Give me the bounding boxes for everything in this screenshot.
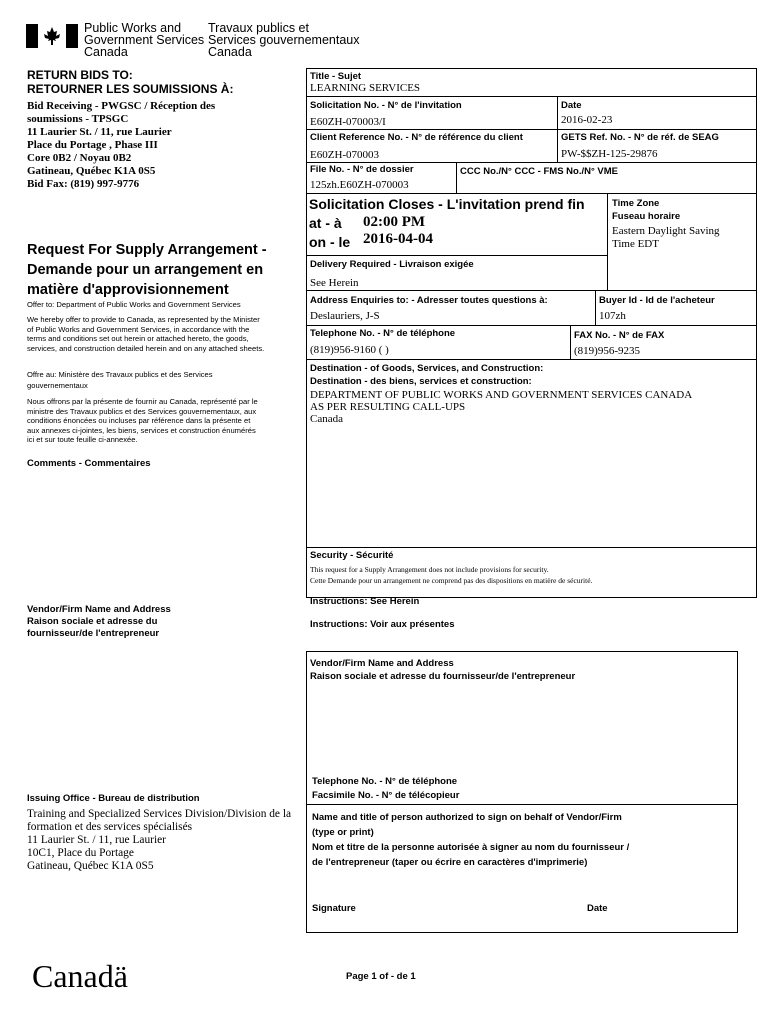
ccc-no-label: CCC No./N° CCC - FMS No./N° VME [460,166,619,177]
file-no-label: File No. - N° de dossier [310,164,414,175]
comments-label: Comments - Commentaires [27,458,151,469]
address-enquiries-value: Deslauriers, J-S [310,310,380,322]
title-label: Title - Sujet [310,71,362,82]
offer-to-label: Offer to: Department of Public Works and Government Services [27,300,241,309]
canada-wordmark: Canadä [32,958,128,994]
closing-at-label: at - à [309,215,342,231]
fax-value: (819)956-9235 [574,345,640,357]
request-title: Request For Supply Arrangement - Demande pour un arrangement en matière d'approvisionnement [27,242,267,298]
solicitation-closes-heading: Solicitation Closes - L'invitation prend fin [309,196,585,212]
vendor-telephone-label: Telephone No. - N° de téléphone [312,776,458,787]
client-ref-label: Client Reference No. - N° de référence du client [310,132,523,143]
offre-au-label: Offre au: Ministère des Travaux publics et des Services gouvernementaux [27,370,213,390]
address-enquiries-label: Address Enquiries to: - Adresser toutes questions à: [310,295,548,306]
time-zone-value: Eastern Daylight Saving Time EDT [612,225,720,250]
date-value: 2016-02-23 [561,114,613,126]
issuing-office-label: Issuing Office - Bureau de distribution [27,793,200,804]
buyer-id-value: 107zh [599,310,626,322]
closing-on-label: on - le [309,234,351,250]
authorized-signer-label: Name and title of person authorized to sign on behalf of Vendor/Firm (type or print) Nom et titre de la personne autorisée à signer au nom du fournisseur / de l'entrepreneur (taper ou écrire en caractères d'imprimerie) [312,812,630,868]
destination-value: DEPARTMENT OF PUBLIC WORKS AND GOVERNMENT SERVICES CANADA AS PER RESULTING CALL-UPS Canada [310,389,693,425]
destination-label: Destination - of Goods, Services, and Construction: Destination - des biens, services et construction: [310,363,544,387]
gets-ref-label: GETS Ref. No. - N° de réf. de SEAG [561,132,719,143]
delivery-required-value: See Herein [310,277,359,289]
delivery-required-label: Delivery Required - Livraison exigée [310,259,474,270]
return-bids-address: Bid Receiving - PWGSC / Réception des soumissions - TPSGC 11 Laurier St. / 11, rue Laurier Place du Portage , Phase III Core 0B2 / Noyau 0B2 Gatineau, Québec K1A 0S5 Bid Fax: (819) 997-9776 [27,100,216,190]
solicitation-no-value: E60ZH-070003/I [310,116,386,128]
telephone-label: Telephone No. - N° de téléphone [310,328,456,339]
offer-body: We hereby offer to provide to Canada, as represented by the Minister of Public Works and Government Services, in accordance with the terms and conditions set out herein or attached hereto, the goods, services, and construction detailed herein and on any attached sheets. [27,315,265,353]
return-bids-heading: RETURN BIDS TO: RETOURNER LES SOUMISSIONS À: [27,68,234,96]
closing-date-value: 2016-04-04 [363,231,433,247]
file-no-value: 125zh.E60ZH-070003 [310,179,409,191]
date-label: Date [561,100,582,111]
gets-ref-value: PW-$$ZH-125-29876 [561,148,658,160]
instructions-fr: Instructions: Voir aux présentes [310,619,455,630]
vendor-firm-label: Vendor/Firm Name and Address Raison sociale et adresse du fournisseur/de l'entrepreneur [310,658,576,682]
time-zone-label: Time Zone Fuseau horaire [612,198,681,222]
vendor-firm-label-left: Vendor/Firm Name and Address Raison sociale et adresse du fournisseur/de l'entrepreneur [27,604,171,639]
closing-time-value: 02:00 PM [363,214,426,230]
security-text: This request for a Supply Arrangement does not include provisions for security. Cette Demande pour un arrangement ne comprend pas des dispositions en matière de sécurité. [310,565,593,585]
fax-label: FAX No. - N° de FAX [574,330,665,341]
buyer-id-label: Buyer Id - Id de l'acheteur [599,295,715,306]
department-name-en: Public Works and Government Services Canada [84,21,205,59]
page-number: Page 1 of - de 1 [346,971,416,982]
solicitation-no-label: Solicitation No. - N° de l'invitation [310,100,462,111]
issuing-office-address: Training and Specialized Services Division/Division de la formation et des services spécialisés 11 Laurier St. / 11, rue Laurier 10C1, Place du Portage Gatineau, Québec K1A 0S5 [27,808,292,872]
title-value: LEARNING SERVICES [310,82,421,94]
signature-label: Signature [312,903,356,914]
department-name-fr: Travaux publics et Services gouvernementaux Canada [208,21,360,59]
canada-flag-icon [26,24,78,48]
security-label: Security - Sécurité [310,550,394,561]
client-ref-value: E60ZH-070003 [310,149,380,161]
instructions-en: Instructions: See Herein [310,596,420,607]
offre-body: Nous offrons par la présente de fournir au Canada, représenté par le ministre des Travaux publics et des Services gouvernementaux, aux conditions énoncées ou incluses par référence dans la présente et aux annexes ci-jointes, les biens, services et construction énumérés ici et sur toute feuille ci-annexée. [27,397,258,445]
signature-date-label: Date [587,903,608,914]
telephone-value: (819)956-9160 ( ) [310,344,389,356]
vendor-facsimile-label: Facsimile No. - N° de télécopieur [312,790,460,801]
